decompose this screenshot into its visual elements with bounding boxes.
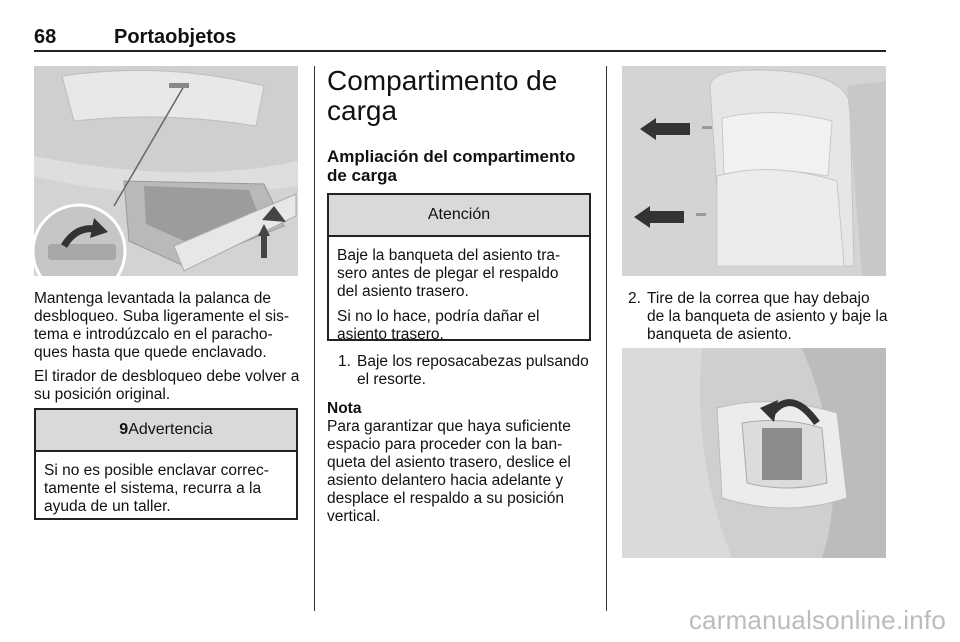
section-heading: Compartimento de carga [327,65,558,126]
illustration-rear-seat-headrests [622,66,886,276]
warning-text: Si no es posible enclavar correc-tamente el sistema, recurra a la ayuda de un taller. [44,462,269,515]
watermark: carmanualsonline.info [688,605,946,635]
warning-box-header [36,410,296,452]
warning-icon: 9 [119,421,129,438]
step-2-number: 2. [628,290,641,307]
warning-box [34,408,298,520]
warning-title: Advertencia [128,421,213,438]
header-rule [34,50,886,52]
attention-text-2: Si no lo hace, podría dañar el asiento trasero. [337,308,540,343]
illustration-seat-strap [622,348,886,558]
attention-box-header: Atención [329,195,589,237]
attention-box [327,193,591,341]
illustration-cargo-drawer [34,66,298,276]
paragraph-lever-instructions: Mantenga levantada la palanca de desbloqueo. Suba ligeramente el sis-tema e introdúzcalo en el paracho-ques hasta que quede enclavado. [34,290,290,361]
paragraph-release-handle: El tirador de desbloqueo debe volver a su posición original. [34,368,300,403]
column-divider-right [606,66,607,611]
step-1 [338,353,598,389]
step-1-text: Baje los reposacabezas pulsando el resorte. [357,353,589,388]
subsection-heading: Ampliación del compartimento de carga [327,147,576,185]
page-header-title: Portaobjetos [114,26,237,48]
note-title: Nota [327,400,362,417]
page-number: 68 [34,26,57,48]
note-block [327,400,597,526]
column-divider-left [314,66,315,611]
attention-text-1: Baje la banqueta del asiento tra-sero antes de plegar el respaldo del asiento trasero. [337,247,561,300]
step-2 [628,290,888,344]
note-text: Para garantizar que haya suficiente espacio para proceder con la ban-queta del asiento trasero, deslice el asiento delantero hacia adelante y desplace el respaldo a su posición vertical. [327,418,571,525]
step-1-number: 1. [338,353,351,370]
step-2-text: Tire de la correa que hay debajo de la banqueta de asiento y baje la banqueta de asiento. [647,290,888,343]
